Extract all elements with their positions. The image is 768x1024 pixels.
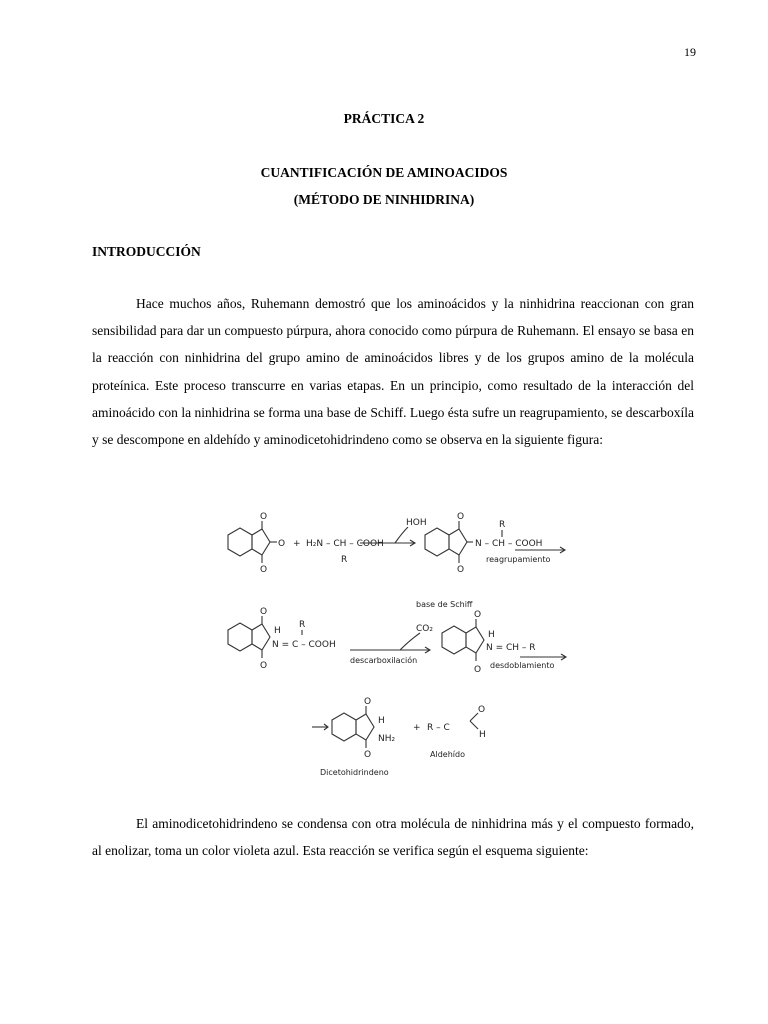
page-number: 19 bbox=[684, 45, 696, 59]
r-group-label: R bbox=[341, 555, 348, 565]
arrow-label-reagrupamiento: reagrupamiento bbox=[486, 555, 551, 564]
r-group-label: R bbox=[499, 520, 506, 530]
arrow-label-descarboxilacion: descarboxilación bbox=[350, 656, 418, 665]
r-group-label: R bbox=[299, 620, 306, 630]
five-ring-2 bbox=[449, 529, 467, 555]
oxygen-label: O bbox=[478, 705, 486, 715]
amino-acid-formula: H₂N – CH – COOH bbox=[306, 539, 384, 549]
nh2-label: NH₂ bbox=[378, 734, 396, 744]
oxygen-label: O bbox=[364, 697, 372, 707]
co2-label: CO₂ bbox=[416, 624, 433, 634]
plus-sign: + bbox=[413, 723, 421, 733]
oxygen-label: O bbox=[474, 610, 482, 620]
oxygen-label: O bbox=[260, 565, 268, 575]
dicetohidrindeno-caption: Dicetohidrindeno bbox=[320, 768, 389, 777]
subtitle-line-2: (MÉTODO DE NINHIDRINA) bbox=[293, 192, 475, 207]
reaction-scheme-figure bbox=[220, 505, 570, 780]
five-ring-4 bbox=[466, 627, 484, 653]
five-ring-1 bbox=[252, 529, 270, 555]
hydrogen-label: H bbox=[488, 630, 495, 640]
imine-product-formula: N = CH – R bbox=[486, 643, 536, 653]
page-title: PRÁCTICA 2 bbox=[343, 111, 425, 126]
schiff-product-formula: N – CH – COOH bbox=[475, 539, 543, 549]
aldehyde-formula: R – C bbox=[427, 723, 450, 733]
five-ring-3 bbox=[252, 624, 270, 650]
oxygen-label: O bbox=[278, 539, 286, 549]
reaction-scheme-svg bbox=[220, 505, 570, 780]
oxygen-label: O bbox=[260, 661, 268, 671]
five-ring-5 bbox=[356, 714, 374, 740]
hydrogen-label: H bbox=[378, 716, 385, 726]
intermediate-formula: N = C – COOH bbox=[272, 640, 336, 650]
water-label: HOH bbox=[406, 518, 427, 528]
intro-paragraph: Hace muchos años, Ruhemann demostró que los aminoácidos y la ninhidrina reaccionan con gran sensibilidad para dar un compuesto púrpura, ahora conocido como púrpura de Ruhemann. El ensayo se basa en la reacción con ninhidrina del grupo amino de aminoácidos libres y de los grupos amino de la molécula proteínica. Este proceso transcurre en varias etapas. En un principio, como resultado de la interacción del aminoácido con la ninhidrina se forma una base de Schiff. Luego ésta sufre un reagrupamiento, se descarboxíla y se descompone en aldehído y aminodicetohidrindeno como se observa en la siguiente figura: bbox=[92, 296, 694, 448]
subtitle-line-1: CUANTIFICACIÓN DE AMINOACIDOS bbox=[260, 165, 508, 180]
plus-sign: + bbox=[293, 539, 301, 549]
benzene-ring-4 bbox=[442, 626, 466, 654]
oxygen-label: O bbox=[260, 607, 268, 617]
oxygen-label: O bbox=[364, 750, 372, 760]
oxygen-label: O bbox=[260, 512, 268, 522]
hydrogen-label: H bbox=[479, 730, 486, 740]
second-paragraph: El aminodicetohidrindeno se condensa con otra molécula de ninhidrina más y el compuesto formado, al enolizar, toma un color violeta azul. Esta reacción se verifica según el esquema siguiente: bbox=[92, 816, 694, 859]
benzene-ring-3 bbox=[228, 623, 252, 651]
aldehido-caption: Aldehído bbox=[430, 750, 465, 759]
arrow-label-desdoblamiento: desdoblamiento bbox=[490, 661, 555, 670]
schiff-base-caption: base de Schiff bbox=[416, 600, 473, 609]
benzene-ring-2 bbox=[425, 528, 449, 556]
oxygen-label: O bbox=[474, 665, 482, 675]
section-heading: INTRODUCCIÓN bbox=[92, 244, 201, 259]
oxygen-label: O bbox=[457, 512, 465, 522]
benzene-ring-5 bbox=[332, 713, 356, 741]
hydrogen-label: H bbox=[274, 626, 281, 636]
benzene-ring-1 bbox=[228, 528, 252, 556]
oxygen-label: O bbox=[457, 565, 465, 575]
